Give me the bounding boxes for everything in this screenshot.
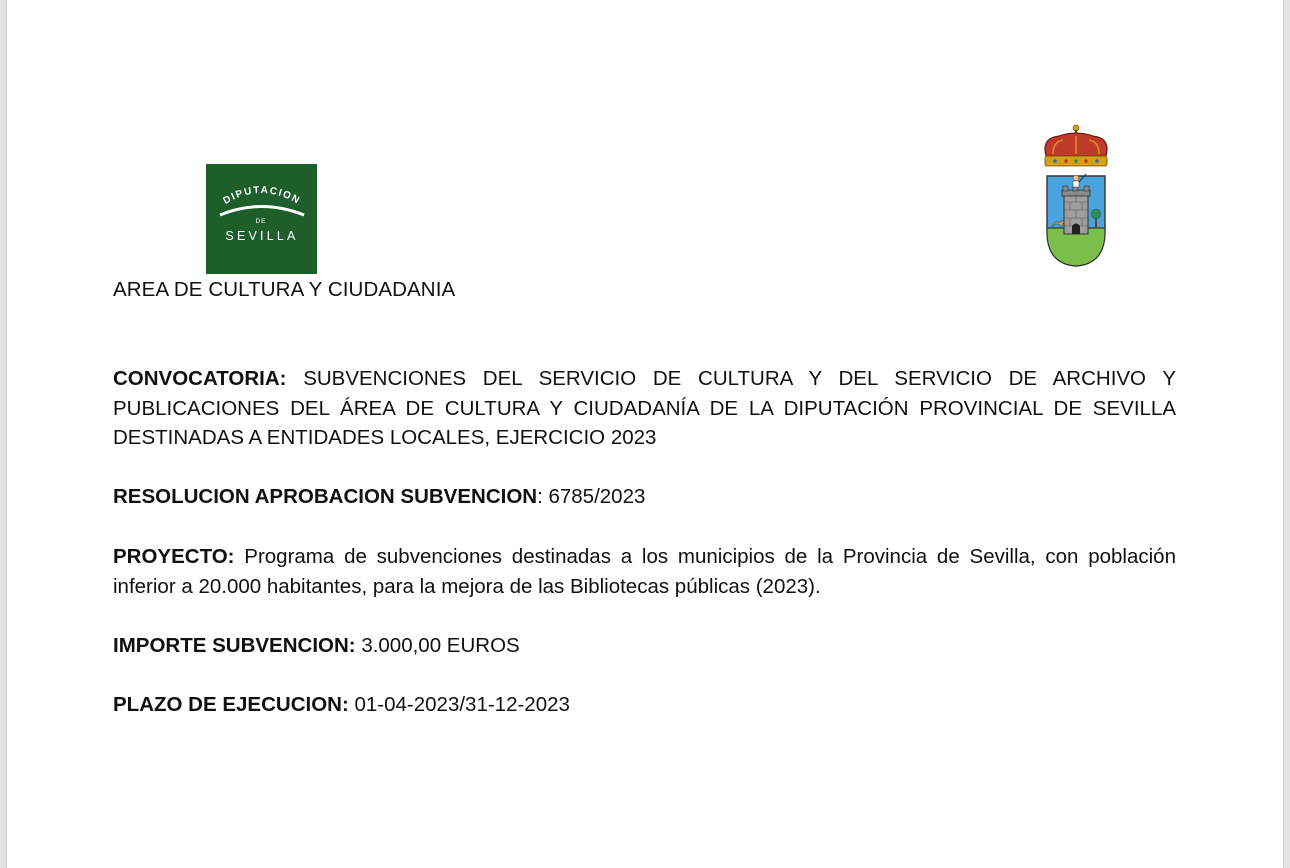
convocatoria-value: SUBVENCIONES DEL SERVICIO DE CULTURA Y DEL SERVICIO DE ARCHIVO Y PUBLICACIONES DEL ÁREA DE CULTURA Y CIUDADANÍA DE LA DIPUTACIÓN PROVINCIAL DE SEVILLA DESTINADAS A ENTIDADES LOCALES, EJERCICIO 2023 xyxy=(113,367,1176,449)
plazo-label: PLAZO DE EJECUCION: xyxy=(113,693,349,716)
importe-label: IMPORTE SUBVENCION: xyxy=(113,634,356,657)
document-page xyxy=(7,0,1283,868)
coat-of-arms-icon xyxy=(1033,122,1119,270)
logo-line2: DE xyxy=(255,218,267,225)
logo-line1: DIPUTACION xyxy=(221,184,303,207)
proyecto-value: Programa de subvenciones destinadas a los municipios de la Provincia de Sevilla, con población inferior a 20.000 habitantes, para la mejora de las Bibliotecas públicas (2023). xyxy=(113,545,1176,598)
resolucion-label: RESOLUCION APROBACION SUBVENCION xyxy=(113,485,538,508)
convocatoria-label: CONVOCATORIA: xyxy=(113,367,287,390)
resolucion-value: : 6785/2023 xyxy=(537,485,646,508)
plazo-field xyxy=(113,690,1176,720)
convocatoria-field xyxy=(113,364,1176,453)
page-content xyxy=(7,0,1283,868)
proyecto-field xyxy=(113,542,1176,601)
importe-value: 3.000,00 EUROS xyxy=(361,634,520,657)
plazo-value: 01-04-2023/31-12-2023 xyxy=(354,693,570,716)
resolucion-field xyxy=(113,482,1176,512)
diputacion-logo xyxy=(206,164,317,274)
importe-field xyxy=(113,631,1176,661)
logo-swoosh xyxy=(220,207,304,216)
proyecto-label: PROYECTO: xyxy=(113,545,235,568)
area-title: AREA DE CULTURA Y CIUDADANIA xyxy=(113,278,456,301)
coat-of-arms xyxy=(1033,122,1119,270)
diputacion-logo-graphic xyxy=(206,164,317,274)
logo-line3: SEVILLA xyxy=(225,229,299,243)
